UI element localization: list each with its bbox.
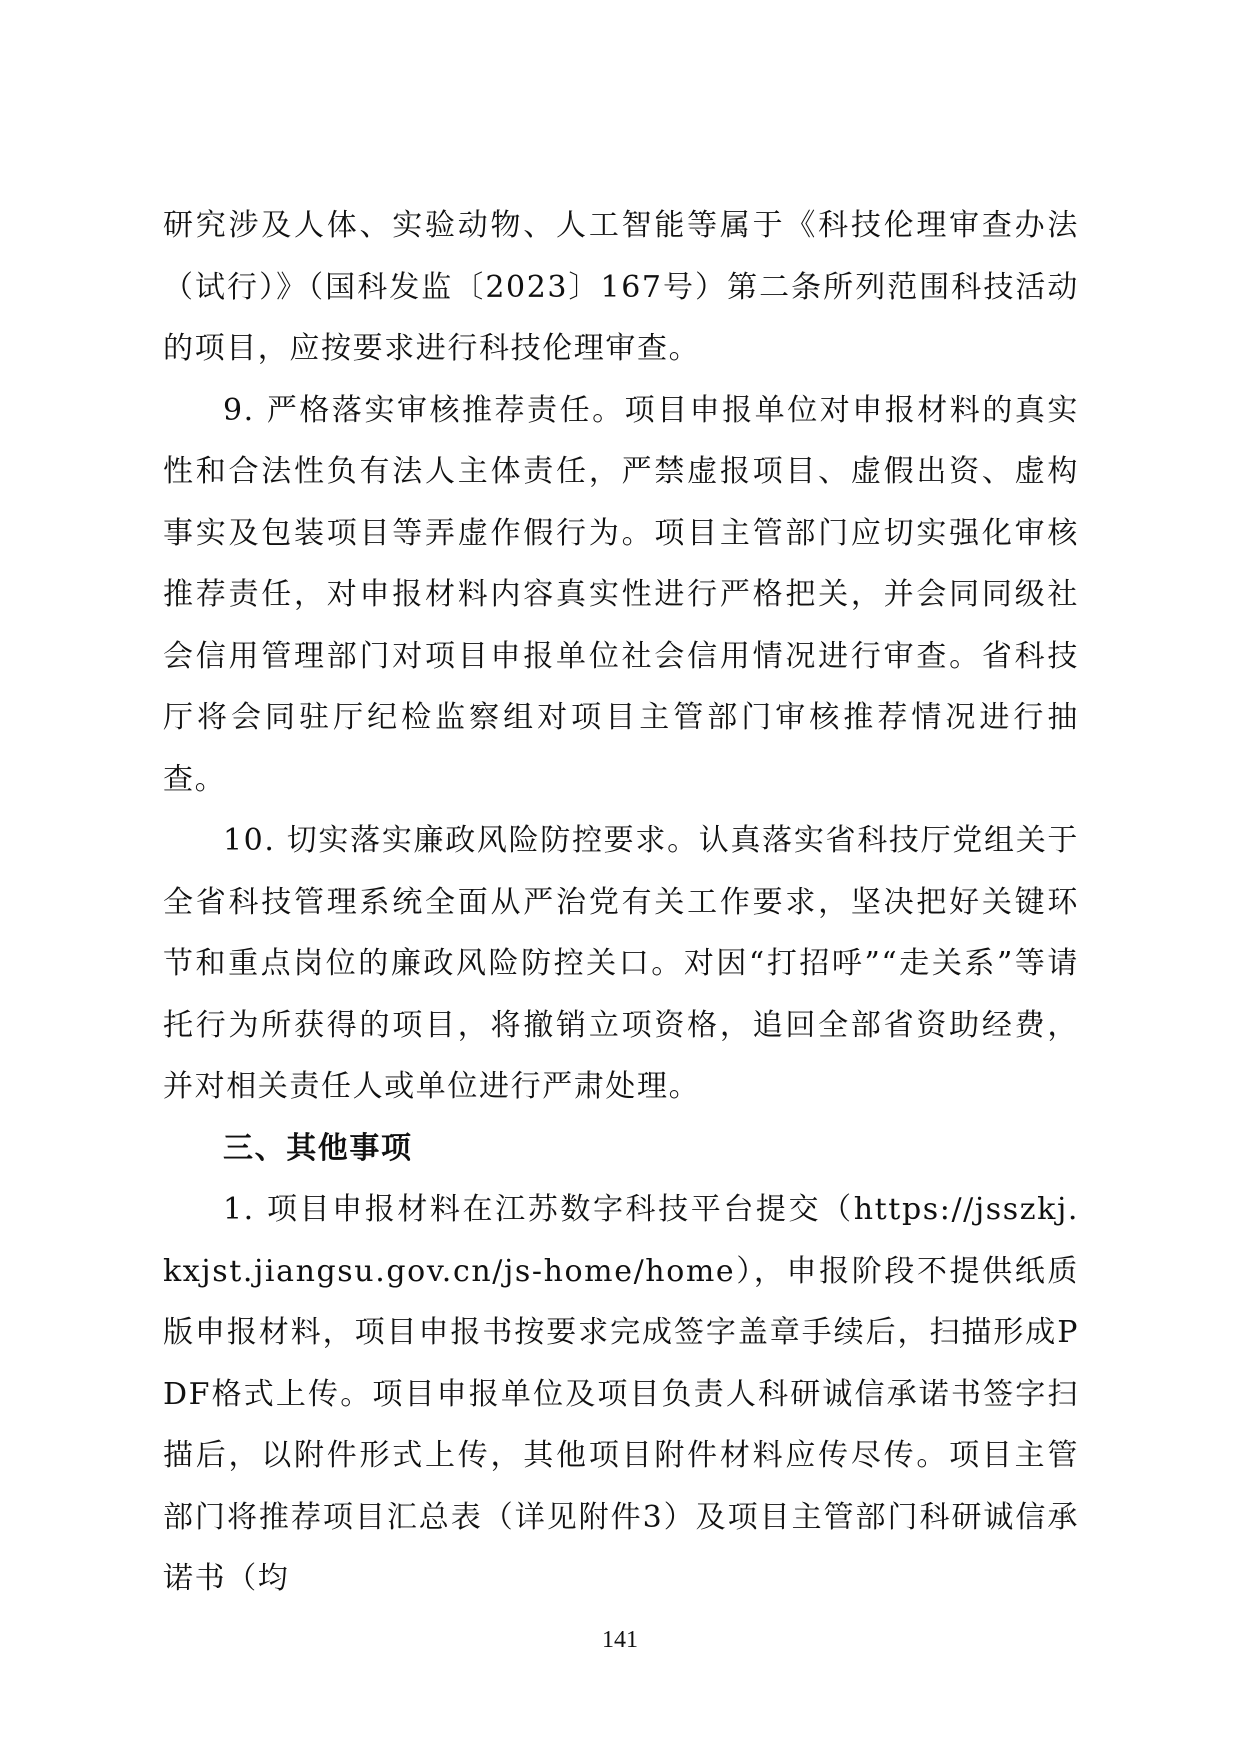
page-number: 141	[602, 1627, 638, 1653]
paragraph-item-1-submission: 1. 项目申报材料在江苏数字科技平台提交（https://jsszkj.kxjst.jiangsu.gov.cn/js-home/home），申报阶段不提供纸质版申报材料，项目申报书按要求完成签字盖章手续后，扫描形成PDF格式上传。项目申报单位及项目负责人科研诚信承诺书签字扫描后，以附件形式上传，其他项目附件材料应传尽传。项目主管部门将推荐项目汇总表（详见附件3）及项目主管部门科研诚信承诺书（均	[163, 1192, 1079, 1596]
paragraph-item-10-integrity-risk: 10. 切实落实廉政风险防控要求。认真落实省科技厅党组关于全省科技管理系统全面从严治党有关工作要求，坚决把好关键环节和重点岗位的廉政风险防控关口。对因“打招呼”“走关系”等请托行为所获得的项目，将撤销立项资格，追回全部省资助经费，并对相关责任人或单位进行严肃处理。	[163, 823, 1079, 1104]
section-heading-other-matters: 三、其他事项	[223, 1130, 413, 1166]
document-body	[163, 195, 1079, 1610]
paragraph-ethics-review: 研究涉及人体、实验动物、人工智能等属于《科技伦理审查办法（试行）》（国科发监〔2023〕167号）第二条所列范围科技活动的项目，应按要求进行科技伦理审查。	[163, 208, 1079, 366]
paragraph-item-9-review-responsibility: 9. 严格落实审核推荐责任。项目申报单位对申报材料的真实性和合法性负有法人主体责任，严禁虚报项目、虚假出资、虚构事实及包装项目等弄虚作假行为。项目主管部门应切实强化审核推荐责任，对申报材料内容真实性进行严格把关，并会同同级社会信用管理部门对项目申报单位社会信用情况进行审查。省科技厅将会同驻厅纪检监察组对项目主管部门审核推荐情况进行抽查。	[163, 392, 1079, 797]
